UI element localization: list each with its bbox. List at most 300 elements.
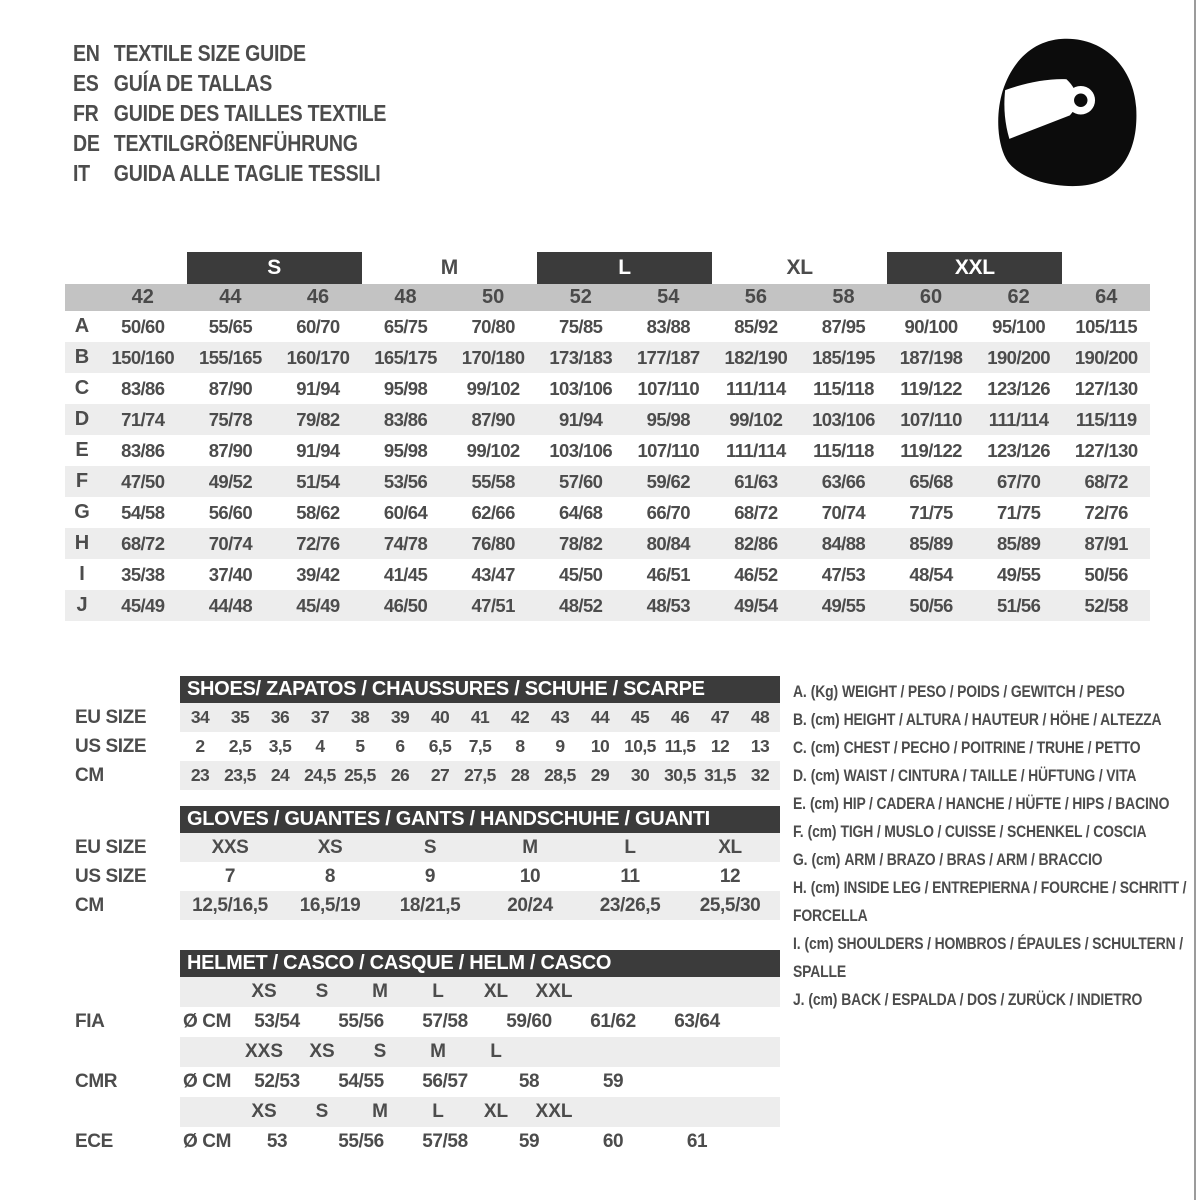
language-row: [73, 38, 386, 68]
size-value: 45/49: [296, 594, 340, 616]
size-value: 6: [395, 736, 405, 756]
size-value: XL: [718, 836, 742, 858]
table-row: [65, 891, 780, 920]
helmet-size-value: 57/58: [422, 1131, 468, 1152]
size-column-header: 60: [919, 286, 943, 308]
size-value: 25,5/30: [699, 894, 761, 916]
size-value: 50/56: [909, 594, 953, 616]
size-value: 47: [710, 707, 730, 727]
row-cells: [180, 1127, 780, 1157]
diameter-unit-label: Ø CM: [183, 1071, 232, 1092]
size-value: 45/49: [121, 594, 165, 616]
row-cells: [180, 862, 780, 891]
language-title: TEXTILE SIZE GUIDE: [113, 39, 306, 66]
size-value: 85/89: [996, 532, 1041, 554]
legend-unit: (cm): [810, 710, 840, 729]
size-value: 11,5: [664, 736, 696, 756]
size-value: 63/66: [821, 470, 866, 492]
size-value: 43/47: [471, 563, 515, 585]
size-value: 87/95: [821, 315, 866, 337]
legend-item: [793, 734, 1193, 762]
helmet-sizes-row: [65, 977, 780, 1007]
row-cells: [180, 1037, 780, 1067]
size-value: 55/65: [208, 315, 253, 337]
size-value: 107/110: [637, 439, 700, 461]
size-value: 5: [355, 736, 365, 756]
legend-text: HEIGHT / ALTURA / HAUTEUR / HÖHE / ALTEZZA: [843, 710, 1162, 729]
helmet-size-label: XS: [251, 1101, 277, 1122]
size-value: 37: [310, 707, 330, 727]
standard-label: CMR: [75, 1071, 118, 1092]
size-column-header: 48: [394, 286, 417, 308]
size-value: 23/26,5: [599, 894, 661, 916]
helmet-size-value: 58: [518, 1071, 540, 1092]
size-value: 23: [190, 765, 210, 785]
size-group-label: XXL: [887, 252, 1062, 284]
size-value: 44: [590, 707, 610, 727]
table-title: GLOVES / GUANTES / GANTS / HANDSCHUHE / GUANTI: [180, 806, 780, 833]
size-value: 95/100: [992, 315, 1046, 337]
size-value: 115/118: [813, 439, 874, 461]
legend-text: CHEST / PECHO / POITRINE / TRUHE / PETTO: [843, 738, 1141, 757]
size-value: M: [522, 836, 538, 858]
size-value: 10: [590, 736, 610, 756]
helmet-size-value: 59: [602, 1071, 624, 1092]
legend-item: [793, 818, 1193, 846]
size-value: 38: [350, 707, 370, 727]
diameter-unit-label: Ø CM: [183, 1011, 232, 1032]
language-title: GUIDE DES TAILLES TEXTILE: [113, 99, 387, 126]
size-value: 53/56: [383, 470, 428, 492]
helmet-size-value: 61/62: [590, 1011, 636, 1032]
legend-key: J.: [793, 990, 805, 1009]
helmet-size-label: L: [432, 981, 444, 1002]
size-value: 127/130: [1074, 377, 1138, 399]
helmet-size-label: XS: [309, 1041, 335, 1062]
size-value: 91/94: [559, 408, 603, 430]
legend-unit: (cm): [810, 766, 840, 785]
row-letter: H: [74, 532, 90, 554]
helmet-size-label: L: [490, 1041, 502, 1062]
size-value: 83/86: [121, 439, 165, 461]
size-value: 50/56: [1084, 563, 1128, 585]
size-value: 37/40: [208, 563, 253, 585]
measurement-row: [65, 311, 1150, 342]
legend-key: E.: [793, 794, 806, 813]
gloves-size-table: [65, 806, 780, 920]
size-value: 160/170: [286, 346, 350, 368]
size-value: 49/55: [821, 594, 866, 616]
legend-text: ARM / BRAZO / BRAS / ARM / BRACCIO: [844, 850, 1103, 869]
size-value: 60/64: [383, 501, 428, 523]
legend-unit: (cm): [809, 794, 839, 813]
size-value: 60/70: [296, 315, 340, 337]
helmet-size-label: XL: [483, 1101, 509, 1122]
size-value: 87/90: [208, 439, 253, 461]
language-row: [73, 98, 386, 128]
helmet-size-label: L: [432, 1101, 444, 1122]
size-value: 70/80: [471, 315, 515, 337]
size-value: 115/118: [813, 377, 874, 399]
size-value: 111/114: [726, 439, 786, 461]
size-group-row: [65, 252, 1150, 284]
row-letter: A: [74, 315, 90, 337]
size-value: 41: [470, 707, 490, 727]
language-code: ES: [73, 69, 99, 96]
row-label: US SIZE: [75, 865, 147, 887]
size-value: 111/114: [988, 408, 1049, 430]
size-value: 59/62: [646, 470, 690, 492]
size-value: 155/165: [199, 346, 262, 368]
size-value: 49/55: [996, 563, 1041, 585]
size-value: 61/63: [734, 470, 778, 492]
size-value: 87/91: [1084, 532, 1128, 554]
size-value: 70/74: [208, 532, 253, 554]
size-value: 4: [315, 736, 325, 756]
legend-item: [793, 706, 1193, 734]
row-letter: B: [74, 346, 90, 368]
size-value: 67/70: [996, 470, 1041, 492]
size-group-label: L: [537, 252, 712, 284]
legend-key: H.: [793, 878, 807, 897]
size-value: 56/60: [208, 501, 253, 523]
size-value: 95/98: [646, 408, 690, 430]
row-cells: [180, 1097, 780, 1127]
size-value: 49/54: [734, 594, 778, 616]
measurement-row: [65, 404, 1150, 435]
size-value: 123/126: [987, 377, 1050, 399]
helmet-size-value: 55/56: [338, 1131, 384, 1152]
size-value: 35: [230, 707, 250, 727]
size-value: 50/60: [121, 315, 165, 337]
language-row: [73, 68, 386, 98]
size-value: 39/42: [296, 563, 340, 585]
size-value: 46: [670, 707, 690, 727]
size-value: 165/175: [374, 346, 437, 368]
size-value: 79/82: [296, 408, 340, 430]
size-value: 24: [270, 765, 290, 785]
row-label-spacer: [65, 1097, 180, 1127]
size-value: 45/50: [559, 563, 603, 585]
helmet-size-label: XXS: [244, 1041, 284, 1062]
size-value: 62/66: [471, 501, 515, 523]
size-value: 103/106: [549, 439, 613, 461]
row-letter: E: [75, 439, 89, 461]
size-value: 84/88: [821, 532, 866, 554]
row-letter: F: [75, 470, 89, 492]
legend-text: BACK / ESPALDA / DOS / ZURÜCK / INDIETRO: [841, 990, 1143, 1009]
size-column-header: 44: [219, 286, 242, 308]
size-value: 68/72: [121, 532, 165, 554]
size-value: 25,5: [344, 765, 376, 785]
language-code: EN: [73, 39, 100, 66]
size-value: 72/76: [296, 532, 340, 554]
size-value: 75/78: [208, 408, 253, 430]
size-value: 42: [510, 707, 530, 727]
size-value: 9: [555, 736, 565, 756]
size-column-header: 64: [1095, 286, 1118, 308]
racing-helmet-icon: [985, 28, 1153, 196]
helmet-size-label: S: [315, 981, 329, 1002]
size-column-header: 62: [1007, 286, 1030, 308]
size-value: 99/102: [466, 377, 520, 399]
size-column-header: 56: [744, 286, 767, 308]
size-value: 111/114: [726, 377, 786, 399]
size-value: 150/160: [111, 346, 175, 368]
size-value: S: [423, 836, 437, 858]
helmet-size-value: 60: [602, 1131, 624, 1152]
size-value: 12,5/16,5: [192, 894, 268, 916]
size-value: 74/78: [383, 532, 428, 554]
size-value: 95/98: [383, 439, 428, 461]
size-value: 190/200: [987, 346, 1050, 368]
size-value: 47/53: [821, 563, 866, 585]
helmet-size-label: M: [372, 981, 388, 1002]
row-cells: [180, 761, 780, 790]
size-value: XS: [317, 836, 343, 858]
size-value: 47/51: [471, 594, 515, 616]
size-value: 83/86: [383, 408, 428, 430]
measurement-row: [65, 435, 1150, 466]
size-value: 78/82: [559, 532, 603, 554]
row-cells: [180, 1067, 780, 1097]
language-title: TEXTILGRÖßENFÜHRUNG: [113, 129, 358, 156]
size-value: 6,5: [428, 736, 452, 756]
size-value: 91/94: [296, 377, 340, 399]
legend-key: I.: [793, 934, 801, 953]
size-value: 83/88: [646, 315, 690, 337]
measurement-row: [65, 466, 1150, 497]
size-value: 190/200: [1074, 346, 1138, 368]
helmet-sizes-row: [65, 1037, 780, 1067]
size-group-label: S: [187, 252, 362, 284]
legend-key: A.: [793, 682, 807, 701]
size-value: 20/24: [507, 894, 553, 916]
language-title-list: [73, 38, 386, 188]
size-value: 48/52: [559, 594, 603, 616]
measurement-row: [65, 497, 1150, 528]
size-value: 173/183: [549, 346, 613, 368]
size-value: 49/52: [208, 470, 253, 492]
legend-item: [793, 930, 1193, 986]
size-value: 99/102: [466, 439, 520, 461]
size-value: 11: [620, 865, 640, 887]
helmet-size-value: 55/56: [338, 1011, 384, 1032]
legend-text: TIGH / MUSLO / CUISSE / SCHENKEL / COSCIA: [840, 822, 1147, 841]
size-value: 107/110: [900, 408, 962, 430]
size-value: 31,5: [704, 765, 736, 785]
table-title: HELMET / CASCO / CASQUE / HELM / CASCO: [180, 950, 780, 977]
size-value: 80/84: [646, 532, 690, 554]
measurement-legend: [793, 678, 1193, 1014]
row-letter: D: [74, 408, 90, 430]
table-row: [65, 833, 780, 862]
helmet-size-label: XXL: [535, 1101, 573, 1122]
helmet-size-label: S: [315, 1101, 329, 1122]
size-value: 41/45: [383, 563, 428, 585]
language-title: GUÍA DE TALLAS: [113, 69, 273, 96]
size-value: 51/56: [996, 594, 1041, 616]
size-column-header: 58: [832, 286, 855, 308]
size-value: 58/62: [296, 501, 340, 523]
table-row: [65, 862, 780, 891]
size-value: 28,5: [544, 765, 576, 785]
measurement-row: [65, 528, 1150, 559]
helmet-size-value: 52/53: [254, 1071, 300, 1092]
helmet-values-row: [65, 1127, 780, 1157]
size-value: 91/94: [296, 439, 340, 461]
size-value: 54/58: [121, 501, 165, 523]
legend-unit: (cm): [807, 822, 837, 841]
size-value: 46/51: [646, 563, 690, 585]
size-value: 75/85: [559, 315, 603, 337]
size-value: 3,5: [268, 736, 292, 756]
language-title: GUIDA ALLE TAGLIE TESSILI: [113, 159, 381, 186]
size-value: 107/110: [637, 377, 700, 399]
table-row: [65, 761, 780, 790]
measurement-row: [65, 559, 1150, 590]
size-column-header: 50: [481, 286, 505, 308]
row-cells: [180, 977, 780, 1007]
legend-text: WEIGHT / PESO / POIDS / GEWITCH / PESO: [842, 682, 1125, 701]
helmet-size-label: S: [373, 1041, 387, 1062]
size-value: 26: [390, 765, 410, 785]
size-value: 123/126: [987, 439, 1050, 461]
size-value: 43: [550, 707, 570, 727]
helmet-size-value: 53/54: [254, 1011, 300, 1032]
helmet-size-label: M: [430, 1041, 446, 1062]
size-value: 115/119: [1075, 408, 1137, 430]
legend-unit: (Kg): [810, 682, 838, 701]
size-value: 45: [630, 707, 650, 727]
size-value: 16,5/19: [299, 894, 361, 916]
size-value: 65/75: [383, 315, 428, 337]
row-label: CM: [75, 894, 104, 916]
size-value: 48/54: [909, 563, 953, 585]
size-value: 51/54: [296, 470, 340, 492]
legend-text: INSIDE LEG / ENTREPIERNA / FOURCHE / SCHRITT / FORCELLA: [793, 878, 1187, 925]
size-value: 28: [510, 765, 530, 785]
size-value: 48: [750, 707, 770, 727]
size-value: 66/70: [646, 501, 690, 523]
helmet-size-label: XL: [483, 981, 509, 1002]
size-column-header: 52: [569, 286, 592, 308]
size-value: 30,5: [664, 765, 696, 785]
size-value: 2: [195, 736, 205, 756]
legend-text: WAIST / CINTURA / TAILLE / HÜFTUNG / VITA: [843, 766, 1137, 785]
size-value: 44/48: [208, 594, 253, 616]
size-value: 46/50: [383, 594, 428, 616]
size-value: 55/58: [471, 470, 515, 492]
size-value: 127/130: [1074, 439, 1138, 461]
standard-label: ECE: [75, 1131, 113, 1152]
helmet-size-value: 59/60: [506, 1011, 552, 1032]
size-value: 105/115: [1075, 315, 1138, 337]
helmet-size-table: [65, 950, 780, 1157]
size-value: 119/122: [900, 377, 962, 399]
size-value: 2,5: [228, 736, 252, 756]
helmet-size-label: M: [372, 1101, 388, 1122]
size-value: 52/58: [1084, 594, 1128, 616]
textile-size-table: [65, 252, 1150, 621]
size-group-label: XL: [786, 256, 813, 279]
size-value: 24,5: [304, 765, 336, 785]
measurement-row: [65, 373, 1150, 404]
size-value: 36: [270, 707, 290, 727]
row-cells: [180, 703, 780, 732]
row-label: EU SIZE: [75, 706, 147, 728]
size-value: 90/100: [904, 315, 958, 337]
size-value: 182/190: [724, 346, 788, 368]
size-value: 30: [630, 765, 650, 785]
legend-key: G.: [793, 850, 808, 869]
size-value: 10,5: [624, 736, 656, 756]
table-row: [65, 703, 780, 732]
helmet-sizes-row: [65, 1097, 780, 1127]
size-value: 170/180: [461, 346, 525, 368]
size-value: 187/198: [899, 346, 963, 368]
size-value: 119/122: [900, 439, 962, 461]
legend-unit: (cm): [808, 990, 838, 1009]
size-value: 85/92: [734, 315, 778, 337]
size-value: 70/74: [821, 501, 866, 523]
size-value: 12: [719, 865, 741, 887]
legend-item: [793, 846, 1193, 874]
size-value: 65/68: [909, 470, 953, 492]
size-number-row: [65, 284, 1150, 311]
size-value: 12: [710, 736, 730, 756]
legend-text: HIP / CADERA / HANCHE / HÜFTE / HIPS / BACINO: [842, 794, 1170, 813]
measurement-row: [65, 590, 1150, 621]
size-value: L: [624, 836, 636, 858]
legend-item: [793, 986, 1193, 1014]
size-value: 68/72: [734, 501, 778, 523]
shoes-size-table: [65, 676, 780, 790]
size-value: 48/53: [646, 594, 690, 616]
helmet-size-value: 56/57: [422, 1071, 468, 1092]
size-value: 9: [424, 865, 436, 887]
legend-item: [793, 678, 1193, 706]
size-value: 72/76: [1084, 501, 1128, 523]
page-edge-line: [1194, 0, 1196, 1200]
row-label-spacer: [65, 977, 180, 1007]
legend-key: B.: [793, 710, 807, 729]
size-value: 83/86: [121, 377, 165, 399]
helmet-size-value: 54/55: [338, 1071, 384, 1092]
size-value: 47/50: [121, 470, 165, 492]
size-value: 87/90: [471, 408, 515, 430]
legend-key: D.: [793, 766, 807, 785]
row-cells: [180, 1007, 780, 1037]
row-label: US SIZE: [75, 735, 147, 757]
row-cells: [180, 833, 780, 862]
legend-unit: (cm): [811, 850, 841, 869]
size-value: 18/21,5: [399, 894, 461, 916]
size-value: 68/72: [1084, 470, 1128, 492]
size-value: 71/75: [909, 501, 953, 523]
size-value: 85/89: [909, 532, 953, 554]
size-value: 32: [750, 765, 770, 785]
legend-unit: (cm): [810, 738, 840, 757]
size-value: 87/90: [208, 377, 253, 399]
row-label: EU SIZE: [75, 836, 147, 858]
size-group-label: M: [440, 256, 458, 279]
legend-item: [793, 790, 1193, 818]
size-value: 76/80: [471, 532, 515, 554]
legend-unit: (cm): [810, 878, 840, 897]
row-letter: I: [79, 563, 85, 585]
row-cells: [180, 732, 780, 761]
